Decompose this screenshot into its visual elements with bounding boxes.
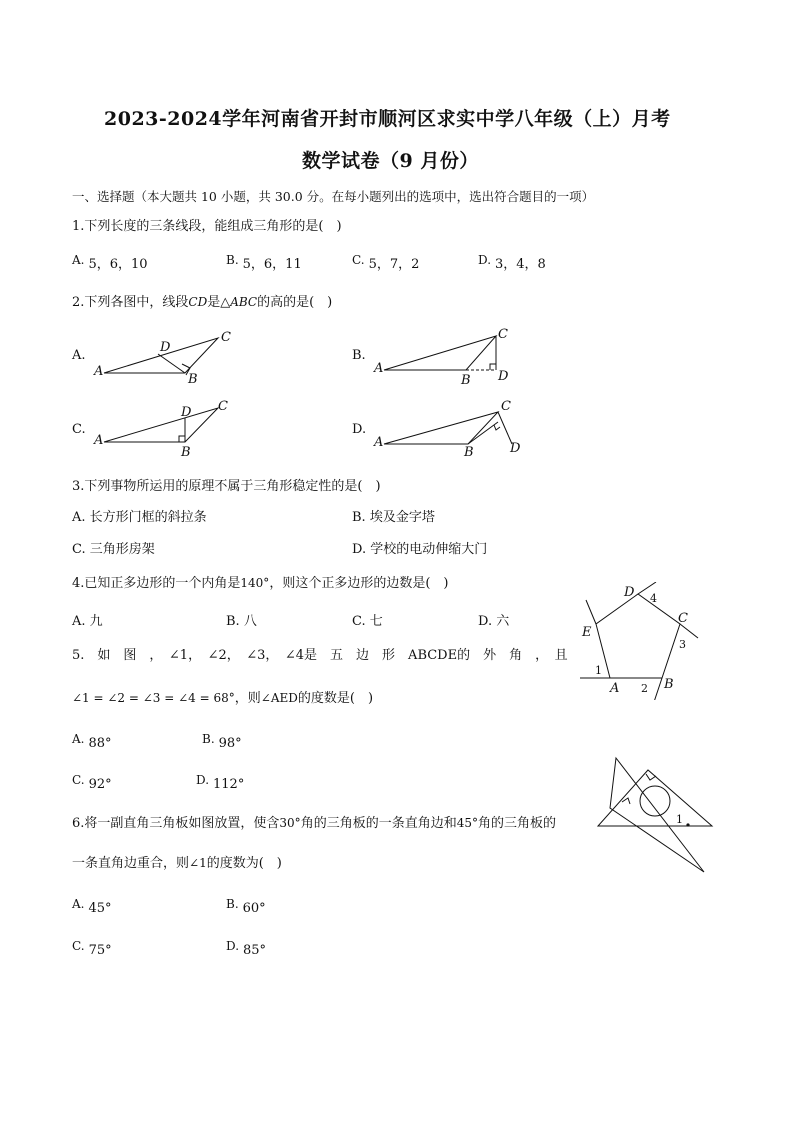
svg-text:A: A [374, 435, 384, 450]
q6-option-d: D. 85° [226, 939, 267, 958]
svg-text:C: C [501, 399, 511, 414]
svg-text:C: C [678, 611, 688, 626]
question-6-line1: 6.将一副直角三角板如图放置，使含30°角的三角板的一条直角边和45°角的三角板的 [72, 816, 556, 831]
q1-option-a: A. 5，6，10 [72, 253, 148, 272]
svg-text:3: 3 [679, 638, 686, 651]
q5-extension-c [680, 624, 698, 638]
q2-figure-b [370, 326, 520, 386]
q2d-perpendicular [468, 422, 498, 444]
q6-right-angle-b [622, 798, 630, 804]
svg-text:2: 2 [641, 682, 648, 695]
q5-option-d: D. 112° [196, 773, 245, 792]
q2a-segment-cd [158, 354, 185, 373]
svg-text:B: B [188, 372, 198, 384]
q5-pentagon [596, 594, 680, 678]
q6-set-squares-figure [596, 754, 718, 878]
q5-option-a: A. 88° [72, 732, 112, 751]
svg-text:1: 1 [676, 813, 683, 826]
q2d-right-angle [494, 425, 500, 430]
q3-option-a: A. 长方形门框的斜拉条 [72, 510, 207, 525]
q2d-segment-cd [498, 412, 512, 444]
q6-option-a: A. 45° [72, 897, 112, 916]
q2c-triangle [104, 408, 218, 442]
question-3-stem: 3.下列事物所运用的原理不属于三角形稳定性的是( ) [72, 479, 381, 494]
q6-triangle-45 [598, 770, 712, 826]
q1-option-c: C. 5，7，2 [352, 253, 420, 272]
q3-option-c: C. 三角形房架 [72, 542, 155, 557]
q5-option-c: C. 92° [72, 773, 112, 792]
q2-option-d-label: D. [352, 422, 367, 437]
svg-text:4: 4 [650, 592, 657, 605]
svg-text:C: C [221, 330, 231, 345]
question-2-stem: 2.下列各图中，线段CD是△ABC的高的是( ) [72, 295, 333, 310]
q4-option-c: C. 七 [352, 614, 383, 629]
q2-option-b-label: B. [352, 348, 366, 363]
q5-pentagon-figure [574, 582, 704, 700]
q4-option-d: D. 六 [478, 614, 510, 629]
section-heading: 一、选择题（本大题共 10 小题，共 30.0 分。在每小题列出的选项中，选出符合题目的一项） [72, 189, 595, 204]
svg-text:B: B [664, 677, 674, 692]
question-5-line2: ∠1 = ∠2 = ∠3 = ∠4 = 68°，则∠AED的度数是( ) [72, 691, 374, 706]
q6-hole [640, 786, 670, 816]
svg-text:D: D [181, 405, 192, 420]
q2b-right-angle [490, 364, 496, 370]
q4-option-b: B. 八 [226, 614, 257, 629]
page-title-line2: 数学试卷（9 月份） [302, 150, 479, 172]
svg-text:C: C [498, 327, 508, 342]
svg-text:A: A [610, 681, 620, 696]
question-4-stem: 4.已知正多边形的一个内角是140°，则这个正多边形的边数是( ) [72, 576, 449, 591]
q2d-triangle [384, 412, 498, 444]
q5-extension-e [586, 600, 596, 624]
svg-text:B: B [464, 445, 474, 458]
svg-text:D: D [510, 441, 521, 456]
svg-text:A: A [94, 433, 104, 448]
q2c-right-angle [179, 436, 185, 442]
svg-text:D: D [160, 340, 171, 355]
q6-option-b: B. 60° [226, 897, 266, 916]
svg-text:A: A [374, 361, 384, 376]
q1-option-d: D. 3，4，8 [478, 253, 546, 272]
q3-option-b: B. 埃及金字塔 [352, 510, 435, 525]
q6-triangle-30 [610, 758, 704, 872]
svg-text:B: B [461, 373, 471, 386]
svg-text:B: B [181, 445, 191, 458]
page-title-line1: 2023-2024学年河南省开封市顺河区求实中学八年级（上）月考 [104, 108, 671, 130]
q6-option-c: C. 75° [72, 939, 112, 958]
question-6-line2: 一条直角边重合，则∠1的度数为( ) [72, 856, 282, 871]
svg-text:D: D [498, 369, 509, 384]
svg-text:C: C [218, 399, 228, 414]
svg-text:1: 1 [595, 664, 602, 677]
q6-angle-dot [686, 823, 689, 826]
q2-figure-d [370, 398, 530, 458]
q2b-triangle [384, 336, 496, 370]
q4-option-a: A. 九 [72, 614, 103, 629]
question-1-stem: 1.下列长度的三条线段，能组成三角形的是( ) [72, 219, 342, 234]
svg-text:E: E [582, 625, 592, 640]
q5-extension-b [654, 678, 662, 700]
svg-text:A: A [94, 364, 104, 379]
q3-option-d: D. 学校的电动伸缩大门 [352, 542, 488, 557]
svg-text:D: D [624, 585, 635, 600]
q6-right-angle-a [646, 774, 656, 780]
q2-option-c-label: C. [72, 422, 86, 437]
question-5-line1: 5. 如 图 ， ∠1， ∠2， ∠3， ∠4是 五 边 形 ABCDE的 外 角 ， 且 [72, 648, 568, 663]
q1-option-b: B. 5，6，11 [226, 253, 302, 272]
q5-option-b: B. 98° [202, 732, 242, 751]
q2-option-a-label: A. [72, 348, 86, 363]
q2-figure-c [92, 398, 242, 458]
q2-figure-a [92, 328, 242, 384]
